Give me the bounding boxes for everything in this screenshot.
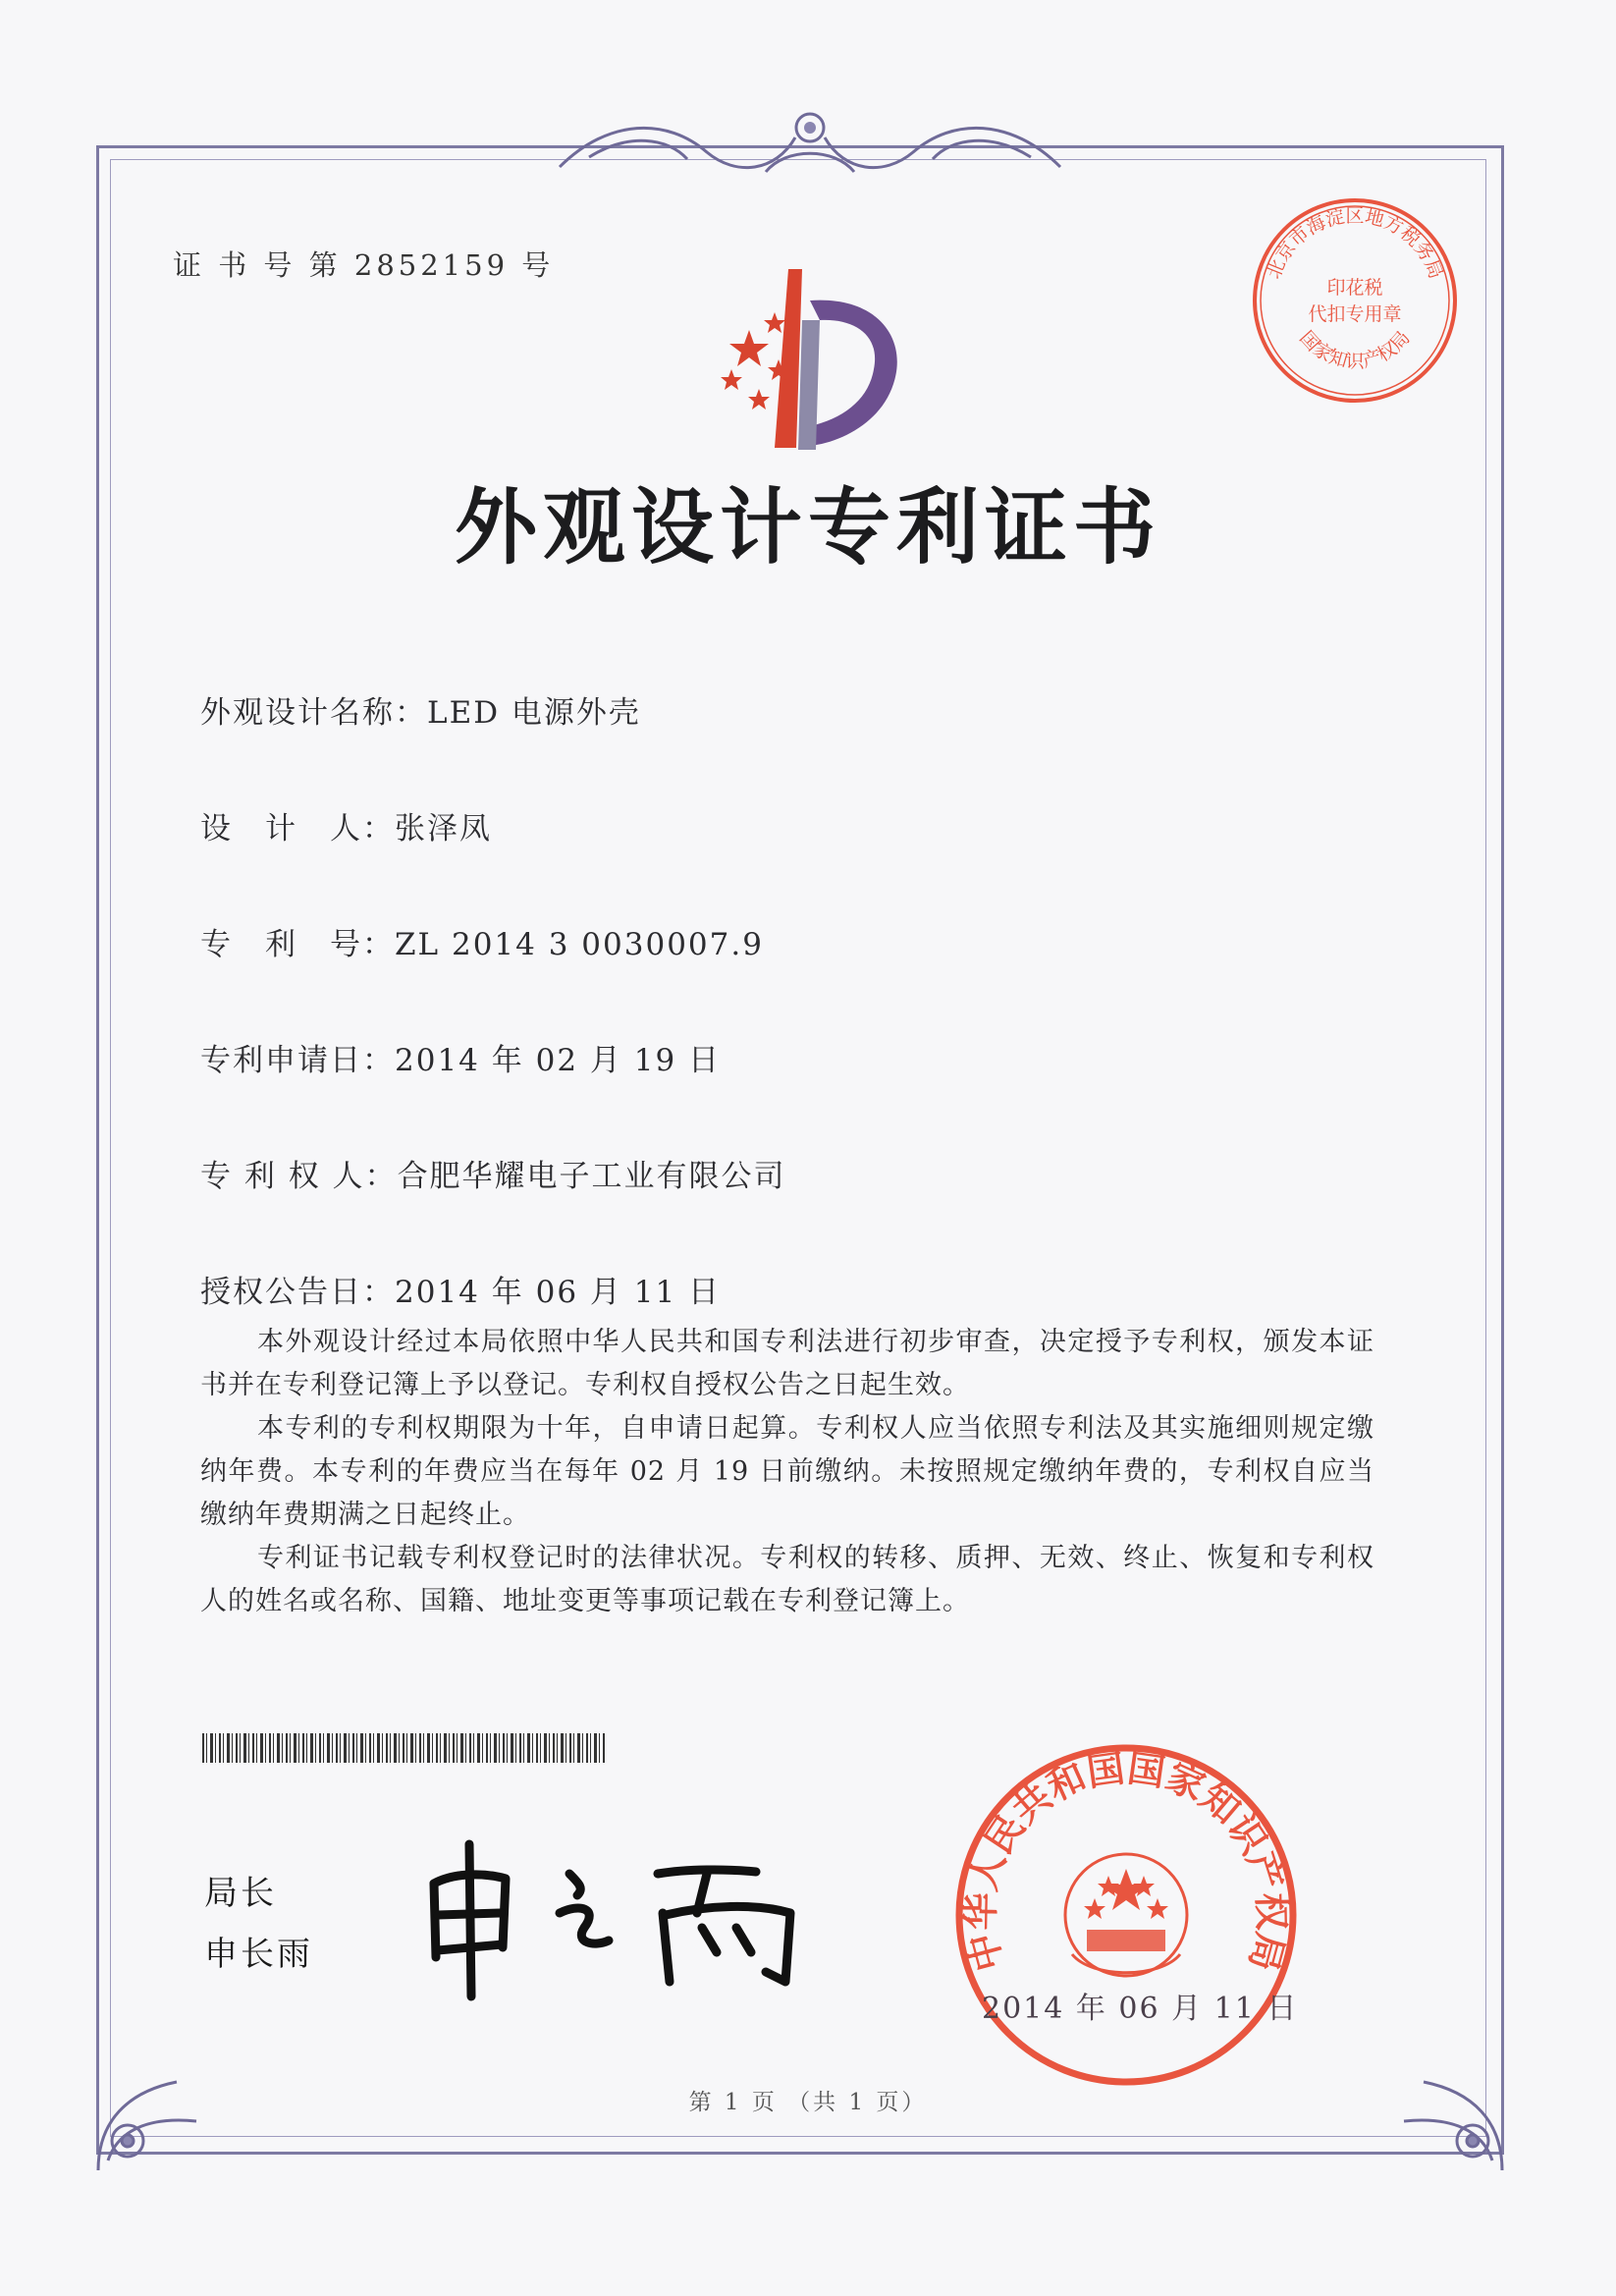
tax-stamp-outer-text: 北京市海淀区地方税务局 [1263,205,1447,282]
barcode [202,1733,605,1763]
tax-stamp-line1: 印花税 [1326,277,1383,299]
tax-stamp-bottom-text: 国家知识产权局 [1295,326,1415,373]
field-label: 专利申请日： [200,1043,395,1078]
certificate-title: 外观设计专利证书 [454,479,1161,575]
field-design-name [200,687,641,732]
field-label: 授权公告日： [200,1275,395,1310]
official-seal [954,1743,1298,2087]
field-value: 2014 年 06 月 11 日 [395,1275,722,1310]
top-ornament [550,98,1070,187]
certificate-body [200,1321,1374,1623]
tax-stamp-line2: 代扣专用章 [1308,303,1402,325]
field-label: 专 利 权 人： [200,1159,398,1194]
body-paragraph: 本外观设计经过本局依照中华人民共和国专利法进行初步审查，决定授予专利权，颁发本证书并在专利登记簿上予以登记。专利权自授权公告之日起生效。 [200,1327,1374,1400]
handwritten-signature [412,1834,825,2001]
page-number: 第 1 页 （共 1 页） [688,2090,928,2115]
field-value: 张泽凤 [395,811,492,847]
field-value: ZL 2014 3 0030007.9 [395,927,764,962]
field-grant-date [200,1267,721,1311]
official-seal-text: 中华人民共和国国家知识产权局 [958,1746,1294,1976]
field-patent-number [200,919,764,963]
field-value: LED 电源外壳 [427,695,641,731]
patent-office-logo [673,261,928,458]
certificate-number: 证 书 号 第 2852159 号 [173,248,555,282]
field-patentee [200,1151,786,1195]
field-application-date [200,1035,721,1079]
field-label: 外观设计名称： [200,695,427,731]
signatory-title: 局长 [204,1874,277,1913]
tax-stamp [1247,192,1463,409]
field-designer [200,803,492,847]
field-value: 合肥华耀电子工业有限公司 [397,1159,786,1194]
field-value: 2014 年 02 月 19 日 [395,1043,722,1078]
bottom-left-ornament [88,2062,216,2180]
signatory-name: 申长雨 [204,1935,313,1974]
seal-date: 2014 年 06 月 11 日 [982,1992,1299,2026]
field-label: 设 计 人： [200,811,395,847]
body-paragraph: 专利证书记载专利权登记时的法律状况。专利权的转移、质押、无效、终止、恢复和专利权人的姓名或名称、国籍、地址变更等事项记载在专利登记簿上。 [200,1543,1374,1616]
body-paragraph: 本专利的专利权期限为十年，自申请日起算。专利权人应当依照专利法及其实施细则规定缴纳年费。本专利的年费应当在每年 02 月 19 日前缴纳。未按照规定缴纳年费的，专利权自应当缴纳年费期满之日起终止。 [200,1413,1374,1530]
field-label: 专 利 号： [200,927,395,962]
bottom-right-ornament [1384,2062,1512,2180]
